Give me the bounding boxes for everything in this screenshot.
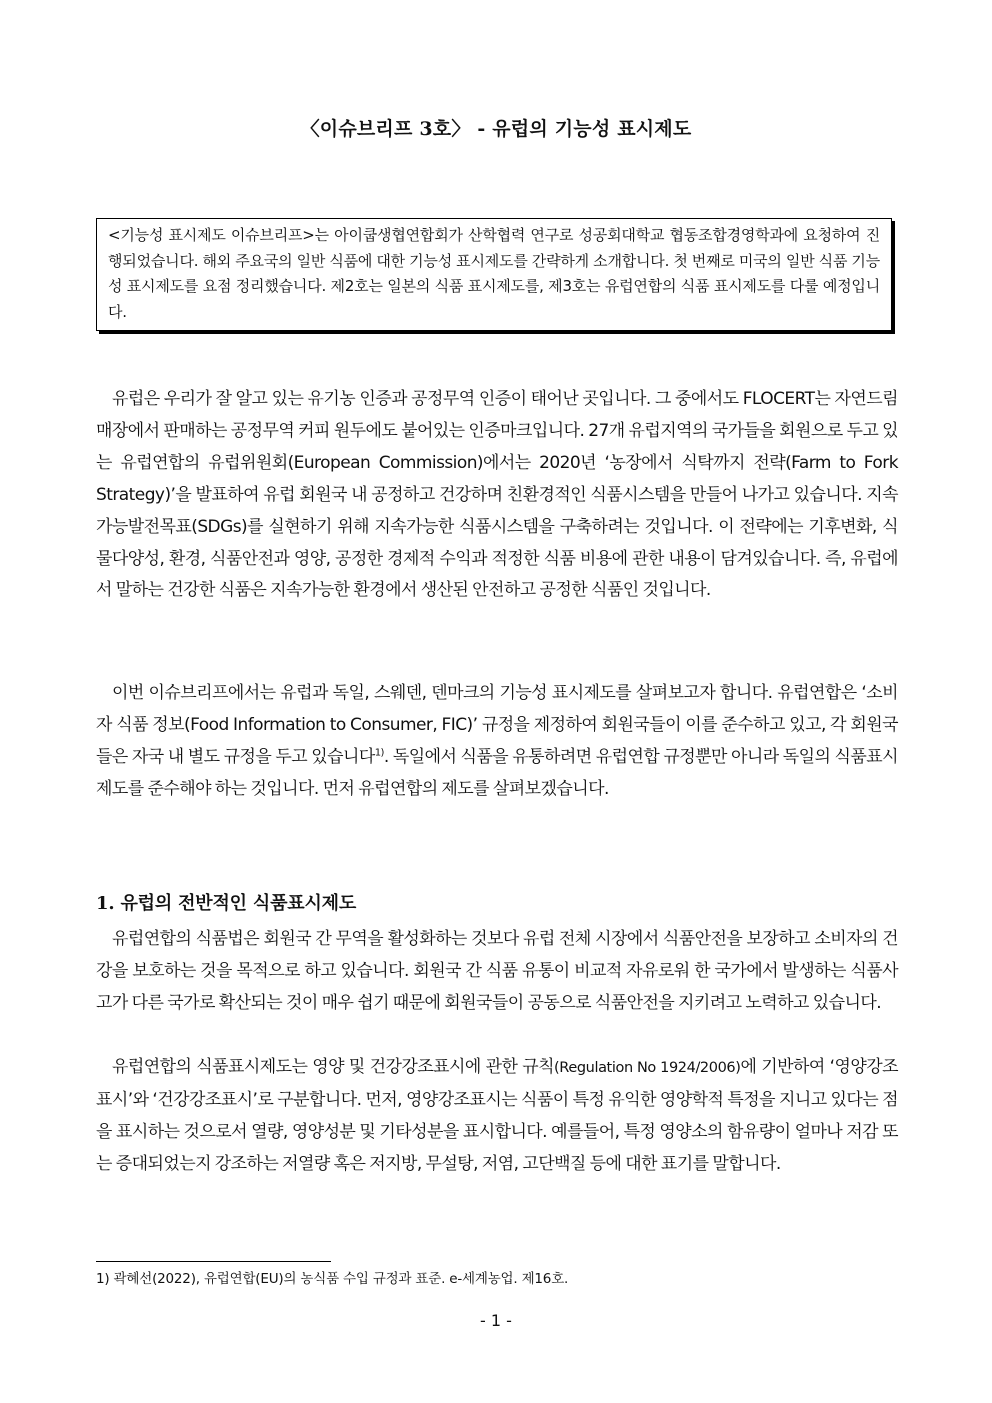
footnote-divider: [96, 1261, 331, 1262]
regulation-reference: (Regulation No 1924/2006): [554, 1060, 741, 1076]
footnote-1: 1) 곽혜선(2022), 유럽연합(EU)의 농식품 수입 규정과 표준. e-세계농업. 제16호.: [96, 1271, 569, 1287]
page-number: - 1 -: [480, 1311, 512, 1330]
body-paragraph-2: [96, 678, 898, 806]
paragraph-2-text-end: . 독일에서 식품을 유통하려면 유럽연합 규정뿐만 아니라 독일의 식품표시제도를 준수해야 하는 것입니다. 먼저 유럽연합의 제도를 살펴보겠습니다.: [96, 746, 898, 799]
footnote-reference-1[interactable]: 1): [374, 747, 384, 759]
paragraph-2-text-start: 이번 이슈브리프에서는 유럽과 독일, 스웨덴, 덴마크의 기능성 표시제도를 살펴보고자 합니다. 유럽연합은 ‘소비자 식품 정보(Food Information to Consumer, FIC)’ 규정을 제정하여 회원국들이 이를 준수하고 있고, 각 회원국들은 자국 내 별도 규정을 두고 있습니다: [96, 683, 898, 767]
paragraph-4-text-end: 에 기반하여 ‘영양강조표시’와 ‘건강강조표시’로 구분합니다. 먼저, 영양강조표시는 식품이 특정 유익한 영양학적 특정을 지니고 있다는 점을 표시하는 것으로서 열량, 영양성분 및 기타성분을 표시합니다. 예를들어, 특정 영양소의 함유량이 얼마나 저감 또는 증대되었는지 강조하는 저열량 혹은 저지방, 무설탕, 저염, 고단백질 등에 대한 표기를 말합니다.: [96, 1057, 898, 1174]
intro-notice-box: [96, 218, 892, 331]
section-heading-1: 1. 유럽의 전반적인 식품표시제도: [96, 893, 357, 914]
document-title: 〈이슈브리프 3호〉 - 유럽의 기능성 표시제도: [300, 118, 692, 140]
paragraph-4-text-start: 유럽연합의 식품표시제도는 영양 및 건강강조표시에 관한 규칙: [112, 1057, 555, 1077]
body-paragraph-4: [96, 1052, 898, 1181]
body-paragraph-3: 유럽연합의 식품법은 회원국 간 무역을 활성화하는 것보다 유럽 전체 시장에서 식품안전을 보장하고 소비자의 건강을 보호하는 것을 목적으로 하고 있습니다. 회원국 간 식품 유통이 비교적 자유로워 한 국가에서 발생하는 식품사고가 다른 국가로 확산되는 것이 매우 쉽기 때문에 회원국들이 공동으로 식품안전을 지키려고 노력하고 있습니다.: [96, 929, 898, 1013]
intro-notice-text: <기능성 표시제도 이슈브리프>는 아이쿱생협연합회가 산학협력 연구로 성공회대학교 협동조합경영학과에 요청하여 진행되었습니다. 해외 주요국의 일반 식품에 대한 기능성 표시제도를 간략하게 소개합니다. 첫 번째로 미국의 일반 식품 기능성 표시제도를 요점 정리했습니다. 제2호는 일본의 식품 표시제도를, 제3호는 유럽연합의 식품 표시제도를 다룰 예정입니다.: [108, 226, 880, 321]
body-paragraph-1: 유럽은 우리가 잘 알고 있는 유기농 인증과 공정무역 인증이 태어난 곳입니다. 그 중에서도 FLOCERT는 자연드림 매장에서 판매하는 공정무역 커피 원두에도 붙어있는 인증마크입니다. 27개 유럽지역의 국가들을 회원으로 두고 있는 유럽연합의 유럽위원회(European Commission)에서는 2020년 ‘농장에서 식탁까지 전략(Farm to Fork Strategy)’을 발표하여 유럽 회원국 내 공정하고 건강하며 친환경적인 식품시스템을 만들어 나가고 있습니다. 지속가능발전목표(SDGs)를 실현하기 위해 지속가능한 식품시스템을 구축하려는 것입니다. 이 전략에는 기후변화, 식물다양성, 환경, 식품안전과 영양, 공정한 경제적 수익과 적정한 식품 비용에 관한 내용이 담겨있습니다. 즉, 유럽에서 말하는 건강한 식품은 지속가능한 환경에서 생산된 안전하고 공정한 식품인 것입니다.: [96, 389, 898, 601]
